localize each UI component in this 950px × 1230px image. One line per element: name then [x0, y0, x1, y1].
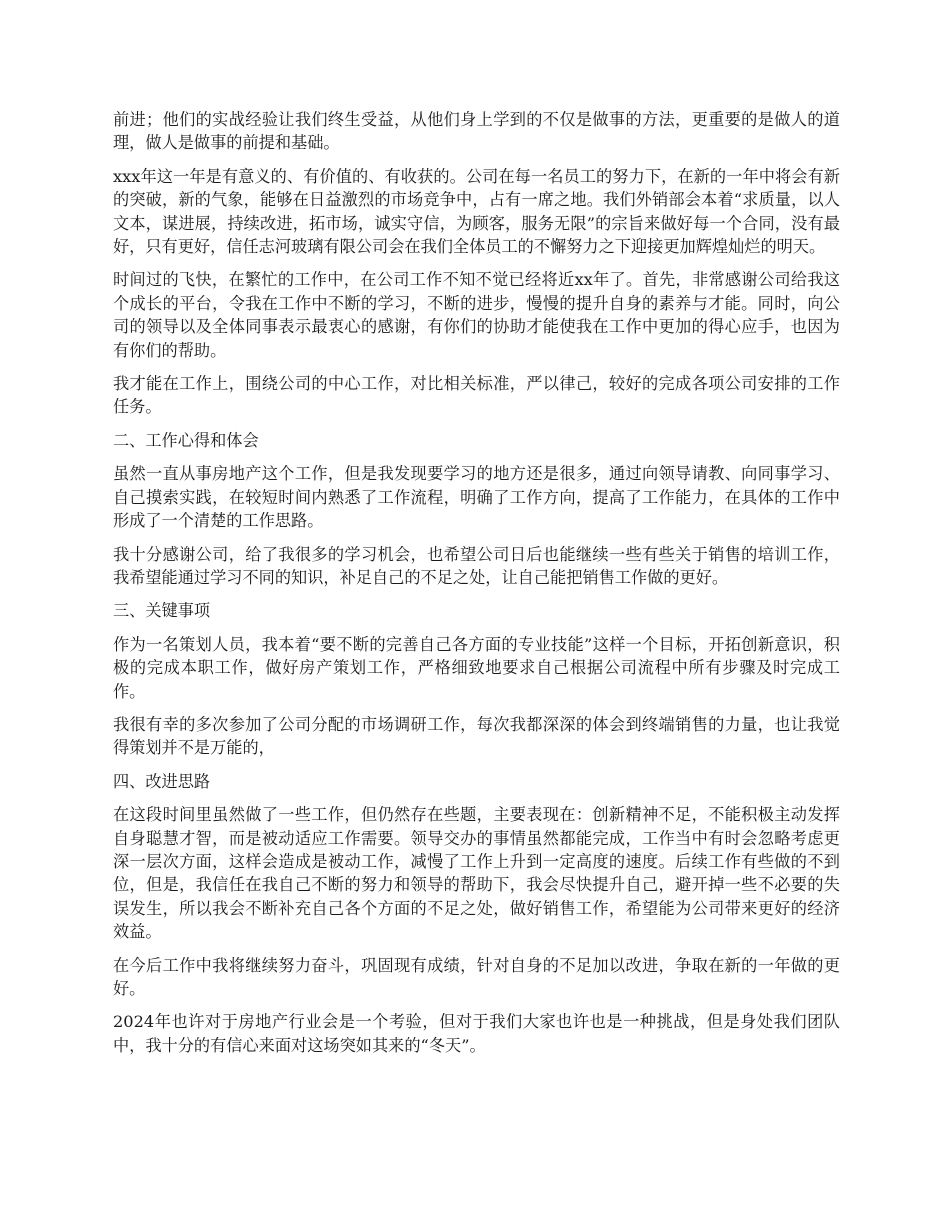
paragraph-thanks: 我十分感谢公司，给了我很多的学习机会，也希望公司日后也能继续一些有些关于销售的培训工作，我希望能通过学习不同的知识，补足自己的不足之处，让自己能把销售工作做的更好。	[113, 544, 840, 587]
paragraph-planner: 作为一名策划人员，我本着“要不断的完善自己各方面的专业技能”这样一个目标，开拓创新意识，积极的完成本职工作，做好房产策划工作，严格细致地要求自己根据公司流程中所有步骤及时完成工作。	[113, 634, 840, 701]
paragraph-time-flies: 时间过的飞快，在繁忙的工作中，在公司工作不知不觉已经将近xx年了。首先，非常感谢公司给我这个成长的平台，令我在工作中不断的学习，不断的进步，慢慢的提升自身的素养与才能。同时，向公司的领导以及全体同事表示最衷心的感谢，有你们的协助才能使我在工作中更加的得心应手，也因为有你们的帮助。	[113, 270, 840, 360]
paragraph-learning: 虽然一直从事房地产这个工作，但是我发现要学习的地方还是很多，通过向领导请教、向同事学习、自己摸索实践，在较短时间内熟悉了工作流程，明确了工作方向，提高了工作能力，在具体的工作中形成了一个清楚的工作思路。	[113, 464, 840, 531]
paragraph-year-summary: xxx年这一年是有意义的、有价值的、有收获的。公司在每一名员工的努力下，在新的一年中将会有新的突破，新的气象，能够在日益激烈的市场竞争中，占有一席之地。我们外销部会本着“求质量，以人文本，谋进展，持续改进，拓市场，诚实守信，为顾客，服务无限”的宗旨来做好每一个合同，没有最好，只有更好，信任志河玻璃有限公司会在我们全体员工的不懈努力之下迎接更加辉煌灿烂的明天。	[113, 166, 840, 257]
paragraph-outlook: 2024年也许对于房地产行业会是一个考验，但对于我们大家也许也是一种挑战，但是身处我们团队中，我十分的有信心来面对这场突如其来的“冬天”。	[113, 1012, 840, 1055]
paragraph-shortcomings: 在这段时间里虽然做了一些工作，但仍然存在些题，主要表现在：创新精神不足，不能积极主动发挥自身聪慧才智，而是被动适应工作需要。领导交办的事情虽然都能完成，工作当中有时会忽略考虑更深一层次方面，这样会造成是被动工作，减慢了工作上升到一定高度的速度。后续工作有些做的不到位，但是，我信任在我自己不断的努力和领导的帮助下，我会尽快提升自己，避开掉一些不必要的失误发生，所以我会不断补充自己各个方面的不足之处，做好销售工作，希望能为公司带来更好的经济效益。	[113, 805, 840, 942]
section-heading-key-items: 三、关键事项	[113, 601, 211, 621]
section-heading-experience: 二、工作心得和体会	[113, 430, 259, 450]
document-body	[113, 108, 840, 1067]
paragraph-work-tasks: 我才能在工作上，围绕公司的中心工作，对比相关标准，严以律己，较好的完成各项公司安排的工作任务。	[113, 374, 840, 417]
paragraph-market-research: 我很有幸的多次参加了公司分配的市场调研工作，每次我都深深的体会到终端销售的力量，也让我觉得策划并不是万能的，	[113, 714, 840, 758]
paragraph-future-work: 在今后工作中我将继续努力奋斗，巩固现有成绩，针对自身的不足加以改进，争取在新的一年做的更好。	[113, 955, 840, 998]
section-heading-improvement: 四、改进思路	[113, 771, 211, 791]
paragraph-intro: 前进；他们的实战经验让我们终生受益，从他们身上学到的不仅是做事的方法，更重要的是做人的道理，做人是做事的前提和基础。	[113, 110, 840, 153]
